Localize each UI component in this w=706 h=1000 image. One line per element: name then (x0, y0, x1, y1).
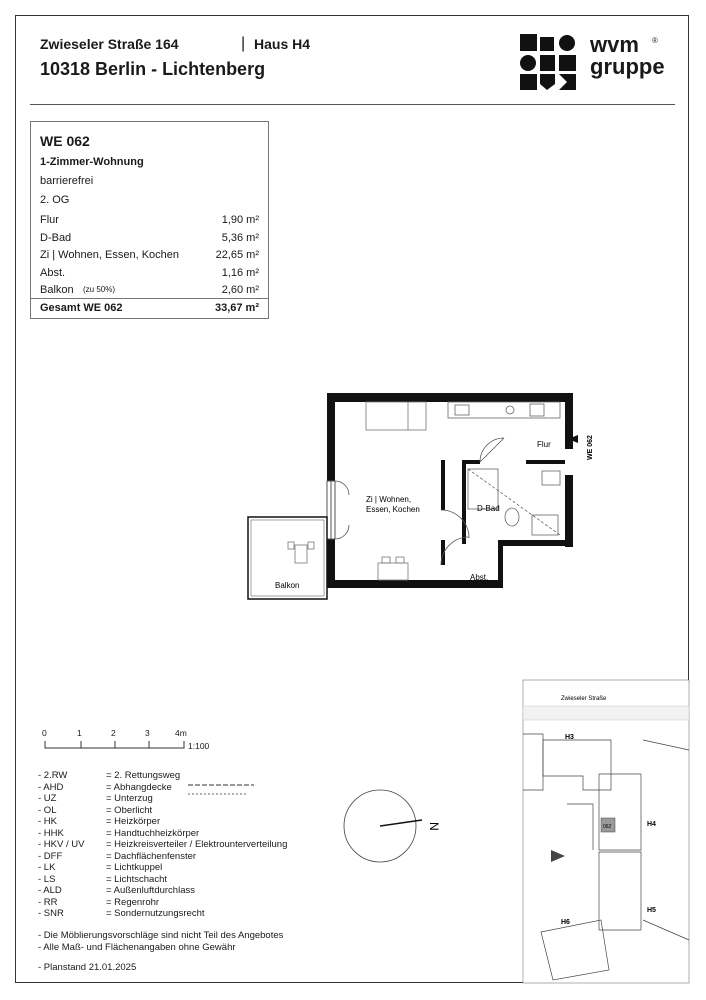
legend-value: = Unterzug (106, 793, 153, 804)
street-address: Zwieseler Straße 164 (40, 36, 179, 52)
room-name: Zi | Wohnen, Essen, Kochen (40, 249, 180, 261)
table-chairs (378, 557, 408, 580)
legend-value: = Lichtkuppel (106, 862, 163, 873)
scale-tick-label: 1 (77, 728, 82, 738)
plan-label-zi-2: Essen, Kochen (366, 505, 420, 514)
note-2: - Alle Maß- und Flächenangaben ohne Gewähr (38, 942, 236, 953)
floor-plan (240, 385, 594, 610)
unit-type: 1-Zimmer-Wohnung (40, 156, 144, 168)
scale-tick-label: 4m (175, 728, 187, 738)
logo-mark-icon (520, 34, 576, 90)
room-area: 1,90 m² (221, 214, 259, 226)
legend-key: - HKV / UV (38, 839, 85, 850)
walls (327, 393, 573, 588)
legend-value: = Handtuchheizkörper (106, 827, 200, 839)
room-name: Abst. (40, 266, 66, 279)
city-line: 10318 Berlin - Lichtenberg (40, 59, 266, 79)
scale-tick-label: 2 (111, 728, 116, 738)
plan-label-bad: D-Bad (477, 504, 500, 513)
room-area: 1,16 m² (221, 266, 259, 279)
legend-key: - 2.RW (38, 770, 68, 781)
scale-tick-label: 3 (145, 728, 150, 738)
bathroom-fixtures (468, 469, 560, 535)
scale-tick-label: 0 (42, 728, 47, 738)
legend-key: - UZ (38, 793, 57, 804)
note-1: - Die Möblierungsvorschläge sind nicht Teil des Angebotes (38, 930, 284, 941)
legend-key: - LS (38, 873, 56, 885)
room-name: D-Bad (40, 231, 72, 244)
legend-key: - LK (38, 862, 56, 873)
legend-value: = Dachflächenfenster (106, 850, 197, 862)
siteplan-h5: H5 (647, 907, 656, 914)
plan-label-abst: Abst. (470, 573, 489, 582)
legend-value: = Sondernutzungsrecht (106, 908, 205, 919)
legend-value: = Heizkörper (106, 816, 161, 827)
total-divider (31, 298, 268, 299)
legend-key: - ALD (38, 885, 62, 896)
plan-label-zi-1: Zi | Wohnen, (366, 495, 412, 504)
unit-id: WE 062 (40, 133, 90, 149)
legend-key: - HHK (38, 827, 64, 839)
room-name: Flur (40, 214, 59, 226)
logo-line-1: wvm (590, 32, 639, 57)
plan-date: - Planstand 21.01.2025 (38, 962, 137, 973)
siteplan-street: Zwieseler Straße (561, 696, 607, 702)
logo-registered: ® (652, 36, 658, 45)
legend-key: - SNR (38, 908, 64, 919)
scale-ratio: 1:100 (188, 741, 210, 751)
unit-floor: 2. OG (40, 194, 70, 206)
logo-line-2: gruppe (590, 54, 665, 79)
legend-value: = Heizkreisverteiler / Elektrounterverteilung (106, 839, 288, 850)
plan-label-flur: Flur (537, 440, 551, 449)
scale-bar-graphic (44, 740, 194, 750)
legend-value: = Regenrohr (106, 896, 160, 908)
legend-value: = Außenluftdurchlass (106, 885, 195, 896)
legend-key: - DFF (38, 850, 63, 862)
unit-info-box (30, 121, 269, 319)
house-label: Haus H4 (254, 36, 311, 52)
legend-key: - HK (38, 816, 57, 827)
unit-feature: barrierefrei (40, 175, 94, 187)
room-name: Balkon (40, 284, 74, 296)
site-plan (523, 680, 689, 983)
header-separator: | (241, 35, 246, 52)
plan-entry-label: WE 062 (587, 435, 594, 460)
room-area: 22,65 m² (215, 249, 259, 261)
legend-key: - RR (38, 896, 58, 908)
line-samples (188, 782, 268, 796)
total-label: Gesamt WE 062 (40, 302, 123, 314)
legend-key: - AHD (38, 781, 64, 793)
bed (366, 402, 426, 430)
siteplan-h3: H3 (565, 734, 574, 741)
room-area: 2,60 m² (221, 284, 259, 296)
legend-value: = Lichtschacht (106, 873, 167, 885)
legend-key: - OL (38, 804, 57, 816)
header-divider (30, 104, 675, 105)
legend-value: = 2. Rettungsweg (106, 770, 181, 781)
siteplan-h6: H6 (561, 919, 570, 926)
compass (342, 788, 452, 868)
legend-value: = Oberlicht (106, 804, 153, 816)
siteplan-unit-label: 062 (603, 824, 612, 830)
siteplan-h4: H4 (647, 821, 656, 828)
total-area: 33,67 m² (214, 302, 259, 314)
plan-label-balkon: Balkon (275, 581, 300, 590)
legend-value: = Abhangdecke (106, 781, 172, 793)
window-left (327, 481, 335, 539)
room-note: (zu 50%) (83, 285, 116, 294)
doors (335, 438, 504, 565)
compass-north: N (427, 822, 441, 831)
balcony-furniture (288, 542, 314, 563)
room-area: 5,36 m² (221, 231, 259, 244)
kitchen-counter (448, 402, 560, 418)
